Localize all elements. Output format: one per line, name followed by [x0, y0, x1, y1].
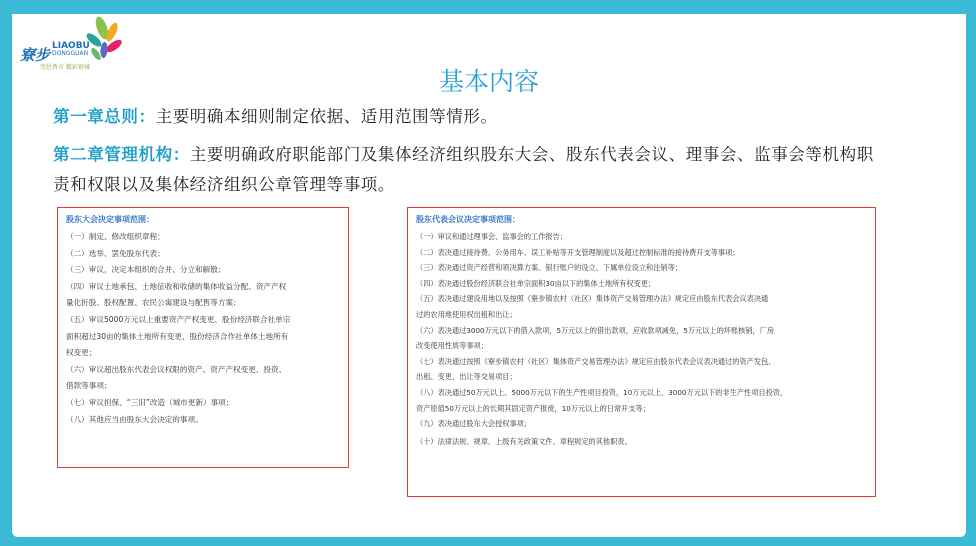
- list-item: 资产原值50万元以上的长期其固定资产报废，10万元以上的日常开支等；: [416, 403, 650, 413]
- list-item: （一）审议和通过理事会、监事会的工作报告；: [416, 232, 567, 241]
- list-item: 面积超过30亩的集体土地所有变更、股份经济合作社单体土地所有: [66, 331, 289, 341]
- chapter-1-label: 第一章总则：: [53, 107, 156, 126]
- chapter-1-text: 主要明确本细则制定依据、适用范围等情形。: [155, 107, 498, 126]
- list-item: 借款等事项；: [66, 381, 112, 391]
- box-left-list: [66, 229, 342, 428]
- list-item: （八）其他应当由股东大会决定的事项。: [66, 414, 203, 424]
- list-item: 权变更；: [66, 348, 97, 358]
- list-item: 出租、变更、出让等交易项目；: [416, 372, 517, 382]
- list-item: （四）审议土地承包、土地征收和收储的集体收益分配、资产产权: [66, 281, 287, 291]
- logo-english-name: [52, 42, 90, 58]
- list-item: （三）表决通过资产经营和领决算方案、银行账户的设立、下属单位设立和注销等；: [416, 263, 682, 273]
- list-item: 量化折股、股权配置、农民公寓建设与配售等方案；: [66, 298, 241, 308]
- list-item: （三）审议，决定本组织的合并、分立和解散；: [66, 265, 226, 275]
- logo-slogan: 莞邑香市 精彩寮城: [40, 64, 90, 71]
- list-item: （七）表决通过按照《寮步镇农村（社区）集体资产交易管理办法》规定应由股东代表会议表决通过的资产发包、: [416, 356, 776, 366]
- list-item: 改变使用性质等事项；: [416, 341, 488, 351]
- representative-meeting-box: [407, 207, 876, 497]
- list-item: （十）法律法规、规章、上级有关政策文件、章程规定的其他职责。: [416, 436, 632, 446]
- list-item: （五）表决通过建设用地以及按照《寮步镇农村（社区）集体资产交易管理办法》规定应由股东代表会议表决通: [416, 294, 769, 304]
- list-item: （五）审议5000万元以上重要资产产权变更、股份经济联合社单宗: [66, 314, 291, 324]
- paragraph-chapter-1: [53, 102, 933, 132]
- box-right-list: [416, 229, 869, 449]
- list-item: （一）制定、修改组织章程；: [66, 232, 165, 241]
- logo-english-main: LIAOBU: [52, 41, 90, 51]
- paragraph-chapter-2: [53, 140, 883, 200]
- list-item: （九）表决通过股东大会授权事项；: [416, 419, 532, 429]
- slide: [12, 10, 966, 537]
- list-item: （六）审议超出股东代表会议权限的资产、资产产权变更、投资、: [66, 364, 287, 374]
- top-strip: [12, 10, 966, 14]
- list-item: （二）表决通过接待费、公务用车、误工补贴等开支管理制度以及超过控制标准的接待费开支等事项；: [416, 247, 740, 257]
- list-item: （六）表决通过3000万元以下的借入款项，5万元以上的借出款项，应收款项减免，5万元以上的坏账核销，厂房: [416, 325, 775, 335]
- logo-english-sub: DONGGUAN: [52, 50, 89, 57]
- list-item: （八）表决通过50万元以上、5000万元以下的生产性项目投资，10万元以上、3000万元以下的非生产性项目投资，: [416, 387, 788, 397]
- list-item: 过的农用地使用权出租和出让；: [416, 309, 517, 319]
- chapter-2-text: 主要明确政府职能部门及集体经济组织股东大会、股东代表会议、理事会、监事会等机构职责和权限以及集体经济组织公章管理等事项。: [53, 145, 874, 194]
- list-item: （二）选举、罢免股东代表；: [66, 248, 165, 258]
- page-title: 基本内容: [438, 67, 539, 96]
- chapter-2-label: 第二章管理机构：: [53, 145, 190, 164]
- box-right-title: 股东代表会议决定事项范围：: [416, 215, 520, 224]
- box-left-title: 股东大会决定事项范围：: [66, 215, 154, 224]
- shareholder-meeting-box: [57, 207, 349, 468]
- list-item: （七）审议担保、“三旧”改造（城市更新）事项；: [66, 397, 234, 407]
- logo-chinese-name: 寮步: [20, 46, 51, 64]
- list-item: （四）表决通过股份经济联合社单宗面积30亩以下的集体土地所有权变更；: [416, 278, 656, 288]
